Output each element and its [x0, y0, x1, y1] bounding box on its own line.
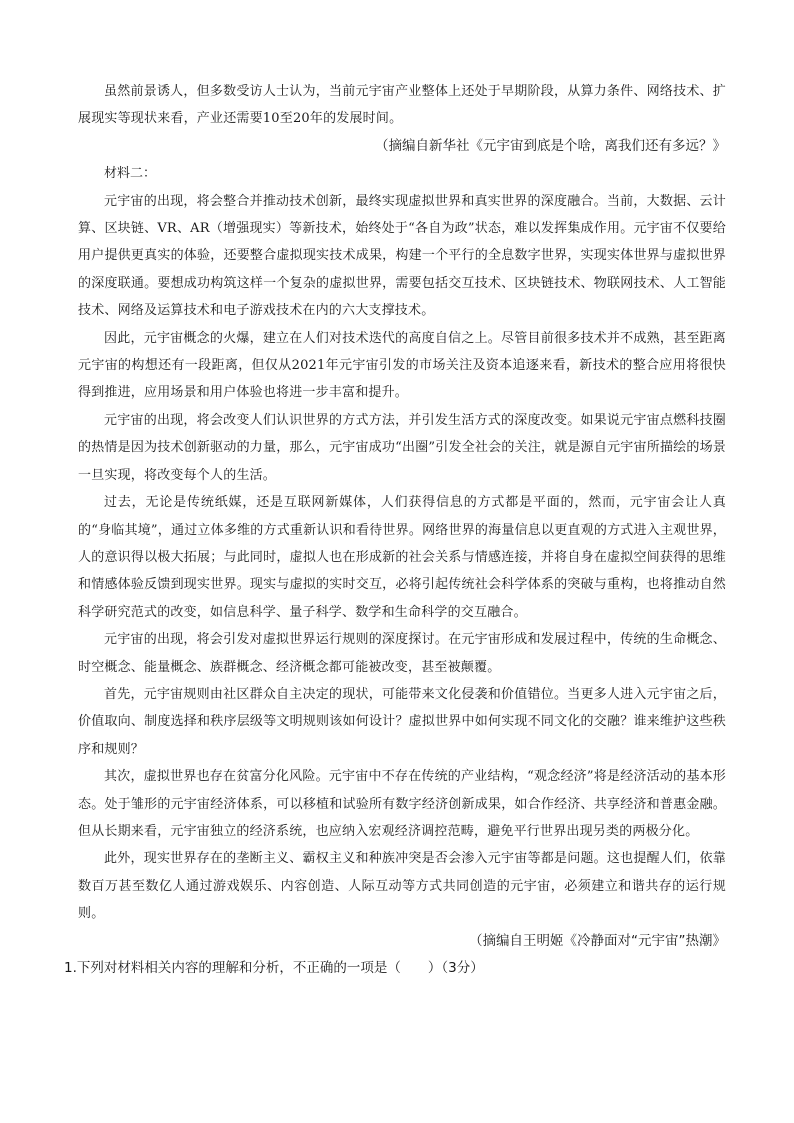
material2-paragraph: 过去，无论是传统纸媒，还是互联网新媒体，人们获得信息的方式都是平面的，然而，元宇宙会让人真的“身临其境”，通过立体多维的方式重新认识和看待世界。网络世界的海量信息以更直观的方式进入主观世界，人的意识得以极大拓展；与此同时，虚拟人也在形成新的社会关系与情感连接，并将自身在虚拟空间获得的思维和情感体验反馈到现实世界。现实与虚拟的实时交互，必将引起传统社会科学体系的突破与重构，也将推动自然科学研究范式的改变，如信息科学、量子科学、数学和生命科学的交互融合。 — [78, 495, 726, 620]
material2-paragraph: 元宇宙的出现，将会改变人们认识世界的方式方法，并引发生活方式的深度改变。如果说元宇宙点燃科技圈的热情是因为技术创新驱动的力量，那么，元宇宙成功“出圈”引发全社会的关注，就是源自元宇宙所描绘的场景一旦实现，将改变每个人的生活。 — [78, 412, 726, 483]
material2-paragraph: 此外，现实世界存在的垄断主义、霸权主义和种族冲突是否会渗入元宇宙等都是问题。这也提醒人们，依靠数百万甚至数亿人通过游戏娱乐、内容创造、人际互动等方式共同创造的元宇宙，必须建立和谐共存的运行规则。 — [78, 851, 726, 922]
material1-closing-paragraph: 虽然前景诱人，但多数受访人士认为，当前元宇宙产业整体上还处于早期阶段，从算力条件、网络技术、扩展现实等现状来看，产业还需要10至20年的发展时间。 — [78, 84, 726, 127]
material2-paragraph: 首先，元宇宙规则由社区群众自主决定的现状，可能带来文化侵袭和价值错位。当更多人进入元宇宙之后，价值取向、制度选择和秩序层级等文明规则该如何设计？虚拟世界中如何实现不同文化的交融？谁来维护这些秩序和规则？ — [78, 686, 726, 757]
document-page — [64, 78, 726, 982]
material2-paragraph: 因此，元宇宙概念的火爆，建立在人们对技术迭代的高度自信之上。尽管目前很多技术并不成熟，甚至距离元宇宙的构想还有一段距离，但仅从2021年元宇宙引发的市场关注及资本追逐来看，新技术的整合应用将很快得到推进，应用场景和用户体验也将进一步丰富和提升。 — [78, 330, 726, 401]
material2-label: 材料二： — [104, 166, 157, 182]
material2-paragraph: 元宇宙的出现，将会整合并推动技术创新，最终实现虚拟世界和真实世界的深度融合。当前，大数据、云计算、区块链、VR、AR（增强现实）等新技术，始终处于“各自为政”状态，难以发挥集成作用。元宇宙不仅要给用户提供更真实的体验，还要整合虚拟现实技术成果，构建一个平行的全息数字世界，实现实体世界与虚拟世界的深度联通。要想成功构筑这样一个复杂的虚拟世界，需要包括交互技术、区块链技术、物联网技术、人工智能技术、网络及运算技术和电子游戏技术在内的六大支撑技术。 — [78, 193, 726, 319]
material1-source: （摘编自新华社《元宇宙到底是个啥，离我们还有多远？》 — [375, 137, 726, 154]
question-1: 1.下列对材料相关内容的理解和分析，不正确的一项是（ ）（3分） — [64, 960, 484, 976]
material2-source: （摘编自王明姬《冷静面对“元宇宙”热潮》 — [469, 932, 726, 949]
material2-paragraph: 其次，虚拟世界也存在贫富分化风险。元宇宙中不存在传统的产业结构，“观念经济”将是经济活动的基本形态。处于雏形的元宇宙经济体系，可以移植和试验所有数字经济创新成果，如合作经济、共享经济和普惠金融。但从长期来看，元宇宙独立的经济系统，也应纳入宏观经济调控范畴，避免平行世界出现另类的两极分化。 — [78, 769, 726, 839]
material2-paragraph: 元宇宙的出现，将会引发对虚拟世界运行规则的深度探讨。在元宇宙形成和发展过程中，传统的生命概念、时空概念、能量概念、族群概念、经济概念都可能被改变，甚至被颠覆。 — [78, 632, 726, 675]
